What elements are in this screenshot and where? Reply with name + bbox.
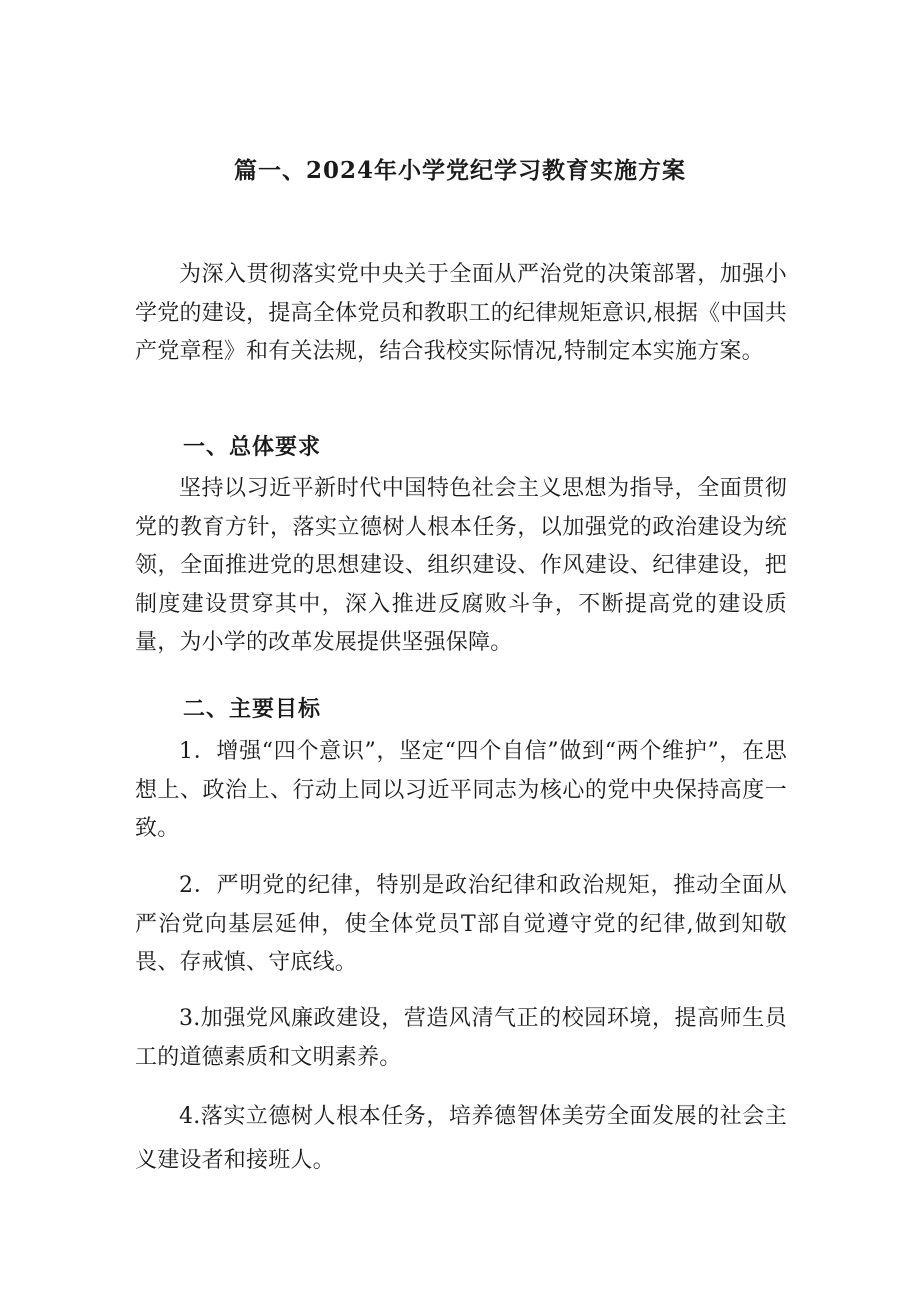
goal-item: 4.落实立德树人根本任务，培养德智体美劳全面发展的社会主义建设者和接班人。 [135, 1104, 787, 1173]
section-heading-overall-requirements: 一、总体要求 [183, 434, 322, 460]
intro-paragraph: 为深入贯彻落实党中央关于全面从严治党的决策部署，加强小学党的建设，提高全体党员和教职工的纪律规矩意识,根据《中国共产党章程》和有关法规，结合我校实际情况,特制定本实施方案。 [135, 262, 787, 364]
document-title: 篇一、2024年小学党纪学习教育实施方案 [233, 157, 686, 184]
goal-item: 1．增强“四个意识”，坚定“四个自信”做到“两个维护”，在思想上、政治上、行动上同以习近平同志为核心的党中央保持高度一致。 [135, 739, 787, 841]
goal-item: 2．严明党的纪律，特别是政治纪律和政治规矩，推动全面从严治党向基层延伸，使全体党员T部自觉遵守党的纪律,做到知敬畏、存戒慎、守底线。 [135, 873, 787, 975]
overall-requirements-paragraph: 坚持以习近平新时代中国特色社会主义思想为指导，全面贯彻党的教育方针，落实立德树人根本任务，以加强党的政治建设为统领，全面推进党的思想建设、组织建设、作风建设、纪律建设，把制度建设贯穿其中，深入推进反腐败斗争，不断提高党的建设质量，为小学的改革发展提供坚强保障。 [135, 476, 787, 655]
section-heading-main-goals: 二、主要目标 [183, 696, 322, 722]
goal-item: 3.加强党风廉政建设，营造风清气正的校园环境，提高师生员工的道德素质和文明素养。 [135, 1006, 787, 1070]
